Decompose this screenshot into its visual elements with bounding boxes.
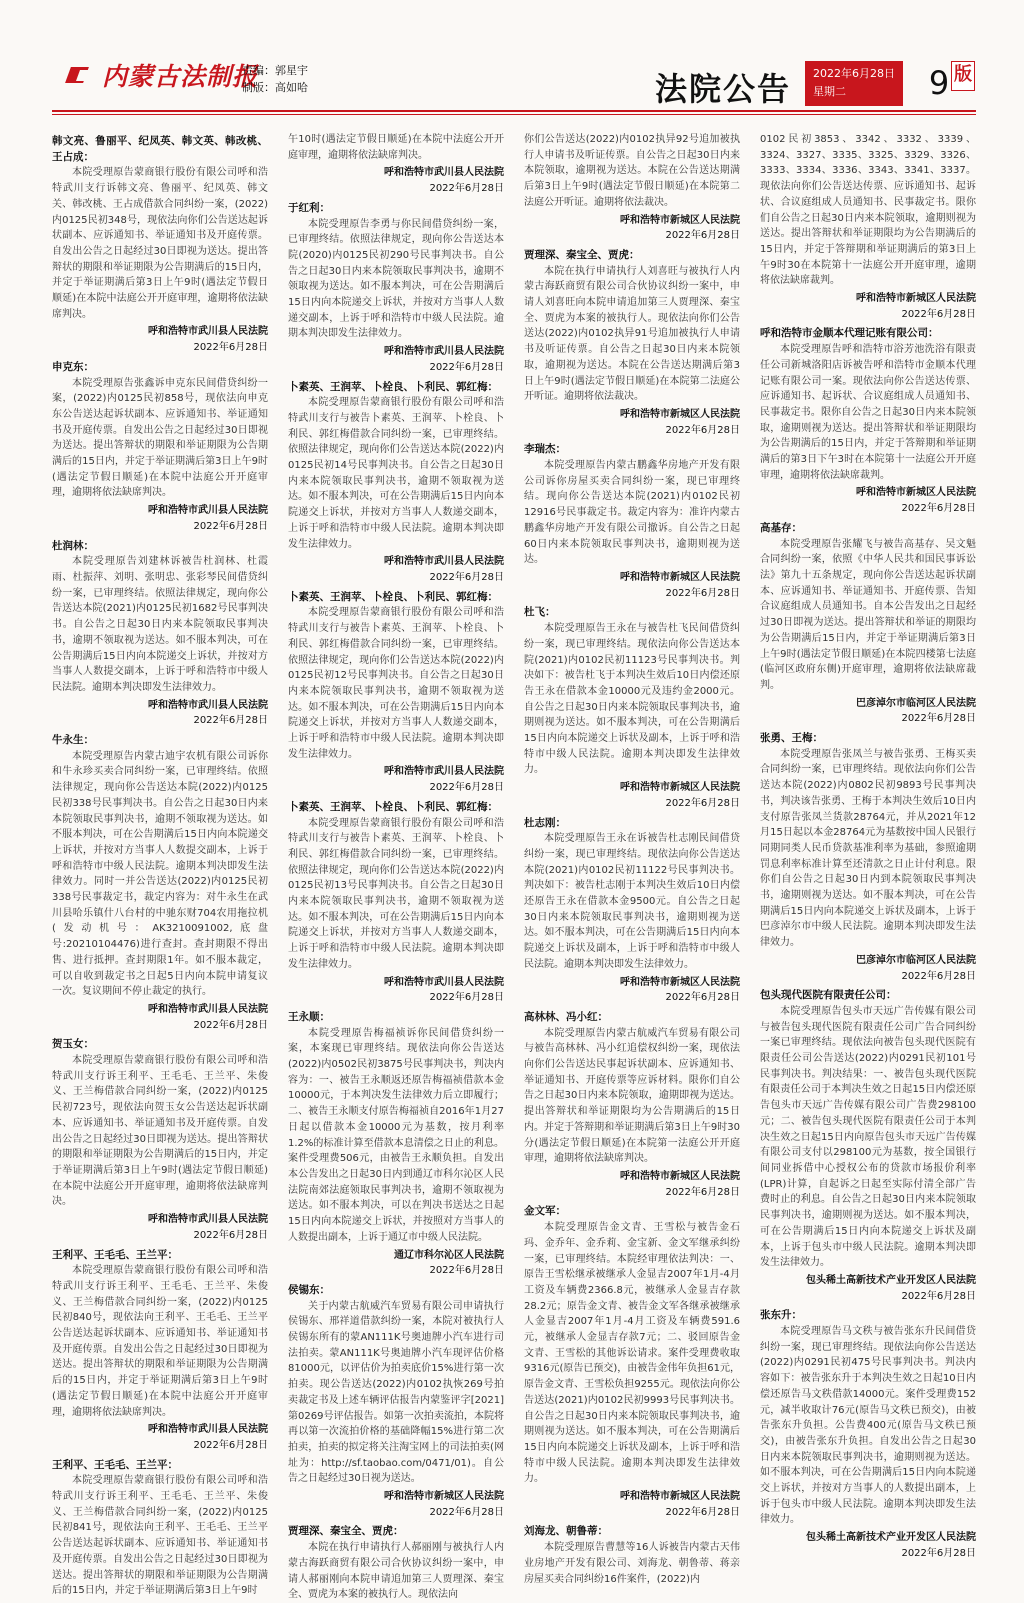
notice-court: 呼和浩特市武川县人民法院 xyxy=(148,326,268,338)
notice-item xyxy=(52,1037,268,1243)
notice-item xyxy=(288,800,504,1006)
notice-date: 2022年6月28日 xyxy=(193,715,268,727)
notice-parties: 牛永生： xyxy=(52,734,94,747)
notice-date: 2022年6月28日 xyxy=(193,1439,268,1451)
notice-item xyxy=(760,731,976,984)
notice-date: 2022年6月28日 xyxy=(901,308,976,320)
notice-body: 本院在执行申请执行人刘喜旺与被执行人内蒙古海跃商贸有限公司合伙协议纠纷一案中，申请人刘喜旺向本院申请追加第三人贾理深、秦宝全、贾虎为本案的被执行人。现依法向你们公告送达(2022)内0102执异91号追加被执行人申请书及听证传票。自公告之日起30日内来本院领取，逾期视为送达。本院在公告送达期满后第3日上午9时(遇法定节假日顺延)在本院第二法庭公开听证。逾期将依法裁决。 xyxy=(524,265,740,403)
notice-parties: 刘海龙、朝鲁蒂： xyxy=(524,1525,608,1538)
notice-item xyxy=(760,326,976,516)
notice-body: 午10时(遇法定节假日顺延)在本院中法庭公开开庭审理，逾期将依法缺席判决。 xyxy=(288,134,504,161)
notice-parties: 卜素英、王润苹、卜栓良、卜利民、郭红梅： xyxy=(288,800,498,813)
notice-date: 2022年6月28日 xyxy=(429,782,504,794)
notice-court: 呼和浩特市武川县人民法院 xyxy=(148,1214,268,1226)
header-rule-thin xyxy=(52,114,976,115)
notice-parties: 韩文亮、鲁丽平、纪凤英、韩文英、韩改桃、王占成： xyxy=(52,135,268,163)
notice-court: 包头稀土高新技术产业开发区人民法院 xyxy=(806,1532,976,1544)
notice-parties: 贾理深、秦宝全、贾虎： xyxy=(288,1525,404,1538)
notice-court: 呼和浩特市武川县人民法院 xyxy=(384,556,504,568)
notice-court: 呼和浩特市新城区人民法院 xyxy=(620,408,740,420)
notice-date: 2022年6月28日 xyxy=(429,992,504,1004)
notice-date: 2022年6月28日 xyxy=(665,797,740,809)
notice-body: 本院受理原告王永在与被告杜飞民间借贷纠纷一案，现已审理终结。现依法向你公告送达本院(2021)内0102民初11123号民事判决书。判决如下：被告杜飞于本判决生效后10日内偿还原告王永在借款本金10000元及违约金2000元。自公告之日起30日内来本院领取民事判决书，逾期则视为送达。如不服本判决，可在公告期满后15日内向本院递交上诉状及副本，上诉于呼和浩特市中级人民法院。逾期本判决即发生法律效力。 xyxy=(524,623,740,776)
notice-item xyxy=(524,1204,740,1520)
notice-court: 巴彦淖尔市临河区人民法院 xyxy=(856,954,976,966)
notice-item xyxy=(288,201,504,376)
notice-body: 本院受理原告蒙商银行股份有限公司呼和浩特武川支行诉王利平、王毛毛、王兰平、朱俊义、王兰梅借款合同纠纷一案，(2022)内0125民初723号，现依法向贺玉女公告送达起诉状副本、应诉通知书、举证通知书及开庭传票。自发出公告之日起经过30日即视为送达。提出答辩状的期限和举证期限为公告期满后的15日内，并定于举证期满后第3日上午9时(遇法定节假日顺延)在本院中法庭公开开庭审理，逾期将依法缺席判决。 xyxy=(52,1055,268,1208)
notice-court: 呼和浩特市武川县人民法院 xyxy=(384,976,504,988)
column-1 xyxy=(52,132,268,1597)
notice-court: 呼和浩特市新城区人民法院 xyxy=(856,487,976,499)
notice-parties: 王利平、王毛毛、王兰平： xyxy=(52,1248,178,1261)
notice-date: 2022年6月28日 xyxy=(901,970,976,982)
notice-item xyxy=(760,132,976,322)
notice-item xyxy=(52,1458,268,1599)
notice-date: 2022年6月28日 xyxy=(193,1229,268,1241)
notice-parties: 杜飞： xyxy=(524,606,556,619)
notice-item xyxy=(52,539,268,729)
notice-body: 本院受理原告蒙商银行股份有限公司呼和浩特武川支行与被告卜素英、王润苹、卜栓良、卜利民、郭红梅借款合同纠纷一案，已审理终结。依照法律规定，现向你们公告送达本院(2022)内0125民初12号民事判决书。自公告之日起30日内来本院领取民事判决书，逾期不领取视为送达。如不服本判决，可在公告期满后15日内向本院递交上诉状，并按对方当事人人数递交副本，上诉于呼和浩特市中级人民法院。逾期本判决即发生法律效力。 xyxy=(288,607,504,760)
notice-body: 本院受理原告曹慧等16人诉被告内蒙古天伟业房地产开发有限公司、刘海龙、朝鲁蒂、蒋亲房屋买卖合同纠纷16件案件，(2022)内 xyxy=(524,1542,740,1585)
notice-date: 2022年6月28日 xyxy=(429,361,504,373)
issue-date: 2022年6月28日 xyxy=(813,67,895,80)
notice-parties: 侯锡东： xyxy=(288,1283,330,1296)
notice-body: 本院在执行申请执行人郝丽刚与被执行人内蒙古海跃商贸有限公司合伙协议纠纷一案中，申请人郝丽刚向本院申请追加第三人贾理深、秦宝全、贾虎为本案的被执行人。现依法向 xyxy=(288,1542,504,1601)
notice-body: 本院受理原告张耀飞与被告高基存、吴文魁合同纠纷一案，依照《中华人民共和国民事诉讼法》第九十五条规定，现向你公告送达起诉状副本、应诉通知书、举证通知书、开庭传票、告知合议庭组成人员通知书。自本公告发出之日起经过30日即视为送达。提出答辩状和举证的期限均为公告期满后15日内，并定于举证期满后第3日上午9时(遇法定节假日顺延)在本院四楼第七法庭(临河区政府东侧)开庭审理，逾期将依法缺席裁判。 xyxy=(760,538,976,691)
notice-item xyxy=(524,1524,740,1587)
notice-date: 2022年6月28日 xyxy=(665,587,740,599)
notice-body: 本院受理原告李勇与你民间借贷纠纷一案，已审理终结。依照法律规定，现向你公告送达本院(2020)内0125民初290号民事判决书。自公告之日起30日内来本院领取民事判决书，逾期不领取视为送达。如不服本判决，可在公告期满后15日内向本院递交上诉状，并按对方当事人人数递交副本，上诉于呼和浩特市中级人民法院。逾期本判决即发生法律效力。 xyxy=(288,218,504,340)
notice-item xyxy=(288,1010,504,1279)
issue-date-box xyxy=(805,61,975,106)
editor-line: 责编：郭星宇 xyxy=(242,64,308,77)
notice-parties: 高基存： xyxy=(760,521,802,534)
notice-columns xyxy=(52,132,976,1601)
notice-date: 2022年6月28日 xyxy=(665,424,740,436)
notice-court: 呼和浩特市新城区人民法院 xyxy=(620,1171,740,1182)
logo-emblem-icon xyxy=(66,64,96,86)
notice-date: 2022年6月28日 xyxy=(429,183,504,195)
notice-date: 2022年6月28日 xyxy=(429,1265,504,1277)
notice-date: 2022年6月28日 xyxy=(193,342,268,354)
notice-parties: 贺玉女： xyxy=(52,1038,94,1051)
notice-court: 呼和浩特市武川县人民法院 xyxy=(148,1003,268,1015)
notice-parties: 呼和浩特市金顺本代理记账有限公司： xyxy=(760,327,939,340)
notice-parties: 金文军： xyxy=(524,1205,566,1218)
notice-item xyxy=(760,1308,976,1561)
notice-date: 2022年6月28日 xyxy=(429,1506,504,1518)
notice-body: 本院受理原告内蒙古航威汽车贸易有限公司与被告高林林、冯小红追偿权纠纷一案，现依法向你们公告送达民事起诉状副本、应诉通知书、举证通知书、开庭传票等应诉材料。限你们自公告之日起30日内来本院领取，逾期即视为送达。提出答辩状和举证期限均为公告期满后的15日内。并定于答辩期和举证期满后第3日上午9时30分(遇法定节假日顺延)在本院第一法庭公开开庭审理，逾期将依法缺席判决。 xyxy=(524,1027,740,1165)
notice-date: 2022年6月28日 xyxy=(665,230,740,242)
notice-date: 2022年6月28日 xyxy=(665,1506,740,1518)
notice-body: 本院受理原告梅福祯诉你民间借贷纠纷一案，本案现已审理终结。现依法向你公告送达(2022)内0502民初3875号民事判决书，判决内容为：一、被告王永顺返还原告梅福祯借款本金10000元，于本判决发生法律效力后立即履行；二、被告王永顺支付原告梅福祯自2016年1月27日起以借款本金10000元为基数，按月利率1.2%的标准计算至借款本息清偿之日止的利息。案件受理费506元，由被告王永顺负担。自发出本公告发出之日起30日内到通辽市科尔沁区人民法院南郊法庭领取民事判决书，逾期不领取视为送达。如不服本判决，可以在判决书送达之日起15日内向本院递交上诉状，并按照对方当事人的人数提出副本，上诉于通辽市中级人民法院。 xyxy=(288,1027,504,1243)
notice-body: 本院受理原告呼和浩特市浴芳池洗浴有限责任公司新城洛阳店诉被告呼和浩特市金顺本代理记账有限公司一案。现依法向你公告送达传票、应诉通知书、起诉状、合议庭组成人员通知书、民事裁定书。限你自公告之日起30日内来本院领取，逾期则视为送达。提出答辩状和举证期限均为公告期满后的15日内，并定于答辩期和举证期满后的第3日下午3时在本院第十一法庭公开开庭审理，逾期将依法缺席裁判。 xyxy=(760,344,976,481)
notice-body: 你们公告送达(2022)内0102执异92号追加被执行人申请书及听证传票。自公告之日起30日内来本院领取，逾期视为送达。本院在公告送达期满后第3日上午9时(遇法定节假日顺延)在本院第二法庭公开听证。逾期将依法裁决。 xyxy=(524,134,740,208)
notice-parties: 贾理深、秦宝全、贾虎： xyxy=(524,248,640,261)
logo-text: 内蒙古法制报 xyxy=(102,62,259,91)
notice-court: 呼和浩特市新城区人民法院 xyxy=(620,976,740,988)
notice-body: 本院受理原告刘建林诉被告杜润林、杜霞雨、杜振萍、刘明、张明忠、张彩琴民间借贷纠纷一案，已审理终结。依照法律规定，现向你公告送达本院(2021)内0125民初1682号民事判决书。自公告之日起30日内来本院领取民事判决书，逾期不领取视为送达。如不服本判决，可在公告期满后15日内向本院递交上诉状，并按对方当事人人数提交副本，上诉于呼和浩特市中级人民法院。逾期本判决即发生法律效力。 xyxy=(52,556,268,693)
notice-body: 本院受理原告蒙商银行股份有限公司呼和浩特武川支行与被告卜素英、王润苹、卜栓良、卜利民、郭红梅借款合同纠纷一案，已审理终结。依照法律规定，现向你们公告送达本院(2022)内0125民初13号民事判决书。自公告之日起30日内来本院领取民事判决书，逾期不领取视为送达。如不服本判决，可在公告期满后15日内向本院递交上诉状，并按对方当事人人数递交副本，上诉于呼和浩特市中级人民法院。逾期本判决即发生法律效力。 xyxy=(288,817,504,970)
notice-item xyxy=(288,590,504,796)
notice-item xyxy=(760,988,976,1304)
notice-parties: 张东升： xyxy=(760,1309,802,1322)
notice-parties: 杜志刚： xyxy=(524,816,566,829)
notice-court: 呼和浩特市新城区人民法院 xyxy=(620,1491,740,1503)
notice-court: 呼和浩特市武川县人民法院 xyxy=(148,505,268,517)
notice-body: 本院受理原告蒙商银行股份有限公司呼和浩特武川支行诉王利平、王毛毛、王兰平、朱俊义、王兰梅借款合同纠纷一案，(2022)内0125民初841号，现依法向王利平、王毛毛、王兰平公告送达起诉状副本、应诉通知书、举证通知书及开庭传票。自发出公告之日起经过30日即视为送达。提出答辩状的期限和举证期限为公告期满后的15日内，并定于举证期满后第3日上午9时 xyxy=(52,1475,268,1597)
notice-court: 通辽市科尔沁区人民法院 xyxy=(394,1249,504,1261)
notice-item xyxy=(52,134,268,356)
notice-body: 本院受理原告蒙商银行股份有限公司呼和浩特武川支行诉韩文亮、鲁丽平、纪凤英、韩文关、韩改桃、王占成借款合同纠纷一案，(2022)内0125民初348号，现依法向你们公告送达起诉状副本、应诉通知书、举证通知书及开庭传票。自发出公告之日起经过30日即视为送达。提出答辩状的期限和举证期限为公告期满后的15日内，并定于举证期满后第3日上午9时(遇法定节假日顺延)在本院中法庭公开开庭审理，逾期将依法缺席判决。 xyxy=(52,167,268,320)
notice-date: 2022年6月28日 xyxy=(901,1547,976,1559)
issue-date-panel xyxy=(805,61,903,106)
notice-court: 呼和浩特市新城区人民法院 xyxy=(620,214,740,226)
notice-date: 2022年6月28日 xyxy=(193,520,268,532)
notice-item xyxy=(288,132,504,197)
notice-date: 2022年6月28日 xyxy=(665,1186,740,1198)
notice-body: 0102民初3853、3342、3332、3339、3324、3327、3335、3325、3329、3326、3333、3334、3336、3343、3341、3337。现依法向你们公告送达传票、应诉通知书、起诉状、合议庭组成人员通知书、民事裁定书。限你们自公告之日起30日内来本院领取，逾期则视为送达。提出答辩状和举证期限均为公告期满后的15日内，并定于答辩期和举证期满后的第3日上午9时30在本院第十一法庭公开开庭审理，逾期将依法缺席裁判。 xyxy=(760,134,976,287)
layout-line: 制版：高如哈 xyxy=(242,81,308,94)
notice-item xyxy=(52,360,268,535)
notice-item xyxy=(52,733,268,1033)
notice-item xyxy=(524,605,740,811)
notice-parties: 包头现代医院有限责任公司： xyxy=(760,989,897,1002)
notice-date: 2022年6月28日 xyxy=(193,1019,268,1031)
editor-credits xyxy=(242,62,308,96)
notice-court: 巴彦淖尔市临河区人民法院 xyxy=(856,697,976,709)
page-number: 9 xyxy=(928,64,950,102)
notice-parties: 张勇、王梅： xyxy=(760,732,823,745)
notice-body: 本院受理原告张凤兰与被告张勇、王梅买卖合同纠纷一案，已审理终结。现依法向你们公告送达本院(2022)内0802民初9893号民事判决书，判决该告张勇、王梅于本判决生效后10日内支付原告张凤兰货款28764元，并从2021年12月15日起以本金28764元为基数按中国人民银行同期同类人民币贷款基准利率为基础，参照逾期罚息利率标准计算至还清款之日止计付利息。限你们自公告之日起30日内到本院领取民事判决书，逾期则视为送达。如不服本判决，可在公告期满后15日内向本院递交上诉状及副本，上诉于巴彦淖尔市中级人民法院。逾期本判决即发生法律效力。 xyxy=(760,748,976,949)
notice-parties: 高林林、冯小红： xyxy=(524,1010,608,1023)
notice-body: 本院受理原告金文青、王雪松与被告金石玛、金乔年、金乔莉、金宝新、金文军继承纠纷一案，已审理终结。本院经审理依法判决：一、原告王雪松继承被继承人金显吉2007年1月-4月工资及车辆费2366.8元，被继承人金显吉存款28.2元；原告金文青、被告金文军各继承被继承人金显吉2007年1月-4月工资及车辆费591.6元，被继承人金显吉存款7元；二、驳回原告金文青、王雪松的其他诉讼请求。案件受理费收取9316元(原告已预交)，由被告金伟年负担61元，原告金文青、王雪松负担9255元。现依法向你公告送达(2021)内0102民初9993号民事判决书。自公告之日起30日内来本院领取民事判决书，逾期则视为送达。如不服本判决，可在公告期满后15日内向本院递交上诉状及副本，上诉于呼和浩特市中级人民法院。逾期本判决即发生法律效力。 xyxy=(524,1222,740,1485)
section-title: 法院公告 xyxy=(655,70,792,108)
notice-body: 本院受理原告张鑫诉申克东民间借贷纠纷一案，(2022)内0125民初858号，现依法向申克东公告送达起诉状副本、应诉通知书、举证通知书及开庭传票。自发出公告之日起经过30日即视为送达。提出答辩状的期限和举证期限为公告期满后的15日内，并定于举证期满后第3日上午9时(遇法定节假日顺延)在本院中法庭公开开庭审理，逾期将依法缺席判决。 xyxy=(52,377,268,499)
notice-item xyxy=(288,380,504,586)
notice-court: 呼和浩特市武川县人民法院 xyxy=(384,346,504,358)
notice-parties: 王永顺： xyxy=(288,1010,330,1023)
notice-court: 呼和浩特市武川县人民法院 xyxy=(384,766,504,778)
column-3 xyxy=(524,132,740,1585)
notice-court: 包头稀土高新技术产业开发区人民法院 xyxy=(806,1274,976,1286)
notice-date: 2022年6月28日 xyxy=(901,1290,976,1302)
notice-court: 呼和浩特市武川县人民法院 xyxy=(384,167,504,179)
notice-body: 本院受理原告马文秩与被告张东升民间借贷纠纷一案，现已审理终结。现依法向你公告送达(2022)内0291民初475号民事判决书。判决内容如下：被告张东升于本判决生效之日起10日内偿还原告马文秩借款14000元。案件受理费152元，减半收取计76元(原告马文秩已预交)，由被告张东升负担。公告费400元(原告马文秩已预交)，由被告张东升负担。自发出公告之日起30日内来本院领取民事判决书，逾期则视为送达。如不服本判决，可在公告期满后15日内向本院递交上诉状，并按对方当事人的人数提出副本，上诉于包头市中级人民法院。逾期本判决即发生法律效力。 xyxy=(760,1326,976,1526)
notice-item xyxy=(288,1524,504,1603)
notice-item xyxy=(524,442,740,601)
notice-date: 2022年6月28日 xyxy=(665,992,740,1004)
notice-body: 本院受理原告王永在诉被告杜志刚民间借贷纠纷一案，现已审理终结。现依法向你公告送达本院(2021)内0102民初11122号民事判决书。判决如下：被告杜志刚于本判决生效后10日内偿还原告王永在借款本金9500元。自公告之日起30日内来本院领取民事判决书，逾期则视为送达。如不服本判决，可在公告期满后15日内向本院递交上诉状及副本，上诉于呼和浩特市中级人民法院。逾期本判决即发生法律效力。 xyxy=(524,833,740,970)
notice-court: 呼和浩特市武川县人民法院 xyxy=(148,1424,268,1436)
column-2 xyxy=(288,132,504,1601)
notice-item xyxy=(524,132,740,244)
notice-item xyxy=(288,1283,504,1521)
notice-court: 呼和浩特市武川县人民法院 xyxy=(148,699,268,711)
notice-date: 2022年6月28日 xyxy=(901,503,976,515)
notice-parties: 杜润林： xyxy=(52,539,94,552)
notice-parties: 卜素英、王润苹、卜栓良、卜利民、郭红梅： xyxy=(288,380,498,393)
notice-item xyxy=(524,816,740,1006)
notice-item xyxy=(524,1010,740,1200)
notice-body: 本院受理原告内蒙古鹏鑫华房地产开发有限公司诉你房屋买卖合同纠纷一案，现已审理终结。现向你公告送达本院(2021)内0102民初12916号民事裁定书。裁定内容为：准许内蒙古鹏鑫华房地产开发有限公司撤诉。自公告之日起60日内来本院领取民事判决书，逾期则视为送达。 xyxy=(524,460,740,566)
newspaper-logo xyxy=(66,58,258,92)
notice-item xyxy=(52,1248,268,1454)
masthead xyxy=(0,0,1024,112)
notice-court: 呼和浩特市新城区人民法院 xyxy=(620,571,740,583)
page-ban-label: 版 xyxy=(951,61,975,91)
notice-date: 2022年6月28日 xyxy=(429,571,504,583)
notice-parties: 李瑞杰： xyxy=(524,443,566,456)
notice-court: 呼和浩特市新城区人民法院 xyxy=(620,782,740,794)
issue-weekday: 星期二 xyxy=(813,85,846,98)
notice-court: 呼和浩特市新城区人民法院 xyxy=(384,1491,504,1503)
notice-date: 2022年6月28日 xyxy=(901,713,976,725)
notice-parties: 王利平、王毛毛、王兰平： xyxy=(52,1458,178,1471)
notice-body: 本院受理原告蒙商银行股份有限公司呼和浩特武川支行与被告卜素英、王润苹、卜栓良、卜利民、郭红梅借款合同纠纷一案，已审理终结。依照法律规定，现向你们公告送达本院(2022)内0125民初14号民事判决书。自公告之日起30日内来本院领取民事判决书，逾期不领取视为送达。如不服本判决，可在公告期满后15日内向本院递交上诉状，并按对方当事人人数递交副本，上诉于呼和浩特市中级人民法院。逾期本判决即发生法律效力。 xyxy=(288,397,504,550)
notice-parties: 申克东： xyxy=(52,360,94,373)
notice-parties: 卜素英、王润苹、卜栓良、卜利民、郭红梅： xyxy=(288,590,498,603)
notice-body: 本院受理原告蒙商银行股份有限公司呼和浩特武川支行诉王利平、王毛毛、王兰平、朱俊义、王兰梅借款合同纠纷一案，(2022)内0125民初840号，现依法向王利平、王毛毛、王兰平公告送达起诉状副本、应诉通知书、举证通知书及开庭传票。自发出公告之日起经过30日即视为送达。提出答辩状的期限和举证期限为公告期满后的15日内，并定于举证期满后第3日上午9时(遇法定节假日顺延)在本院中法庭公开开庭审理，逾期将依法缺席判决。 xyxy=(52,1265,268,1418)
notice-parties: 于红利： xyxy=(288,201,330,214)
notice-body: 关于内蒙古航威汽车贸易有限公司申请执行侯锡东、邢祥道借款纠纷一案，本院对被执行人侯锡东所有的蒙AN111K号奥迪牌小汽车进行司法拍卖。蒙AN111K号奥迪牌小汽车现评估价格81000元，以评估价为拍卖底价15%进行第一次拍卖。现公告送达(2022)内0102执恢269号拍卖裁定书及上述车辆评估报告内蒙鉴评字[2021]第0269号评估报告。如第一次拍卖流拍，本院将再以第一次流拍价格的基础降幅15%进行第二次拍卖，拍卖的拟定将关注淘宝网上的司法拍卖(网址为：http://sf.taobao.com/0471/01)。自公告之日起经过30日视为送达。 xyxy=(288,1300,504,1485)
notice-body: 本院受理原告内蒙古迪宇农机有限公司诉你和牛永珍买卖合同纠纷一案，已审理终结。依照法律规定，现向你公告送达本院(2022)内0125民初338号民事判决书。自公告之日起30日内来本院领取民事判决书，逾期不领取视为送达。如不服本判决，可在公告期满后15日内向本院递交上诉状，并按对方当事人人数提交副本，上诉于呼和浩特市中级人民法院。逾期本判决即发生法律效力。同时一并公告送达(2022)内0125民初338号民事裁定书，裁定内容为：对牛永生在武川县哈乐镇什八台村的中驰东财704农用拖拉机(发动机号：AK3210091002,底盘号:20210104476)进行查封。查封期限不得出售、进行抵押。查封期限1年。如不服本裁定，可以自收到裁定书之日起5日内向本院申请复议一次。复议期间不停止裁定的执行。 xyxy=(52,750,268,998)
column-4 xyxy=(760,132,976,1559)
notice-item xyxy=(760,521,976,727)
notice-court: 呼和浩特市新城区人民法院 xyxy=(856,293,976,305)
header-rule xyxy=(52,110,976,112)
notice-item xyxy=(524,248,740,438)
notice-body: 本院受理原告包头市天远广告传媒有限公司与被告包头现代医院有限责任公司广告合同纠纷一案已审理终结。现依法向被告包头现代医院有限责任公司公告送达(2022)内0291民初101号民事判决书。判决结果：一、被告包头现代医院有限责任公司于本判决生效之日起15日内偿还原告包头市天远广告传媒有限公司广告费298100元；二、被告包头现代医院有限责任公司于本判决生效之日起15日内向原告包头市天远广告传媒有限公司支付以298100元为基数，按全国银行间同业拆借中心授权公布的贷款市场报价利率(LPR)计算，自起诉之日起至实际付清全部广告费时止的利息。自公告之日起30日内来本院领取民事判决书，逾期则视为送达。如不服本判决，可在公告期满后15日内向本院递交上诉状及副本，上诉于包头市中级人民法院。逾期本判决即发生法律效力。 xyxy=(760,1005,976,1269)
